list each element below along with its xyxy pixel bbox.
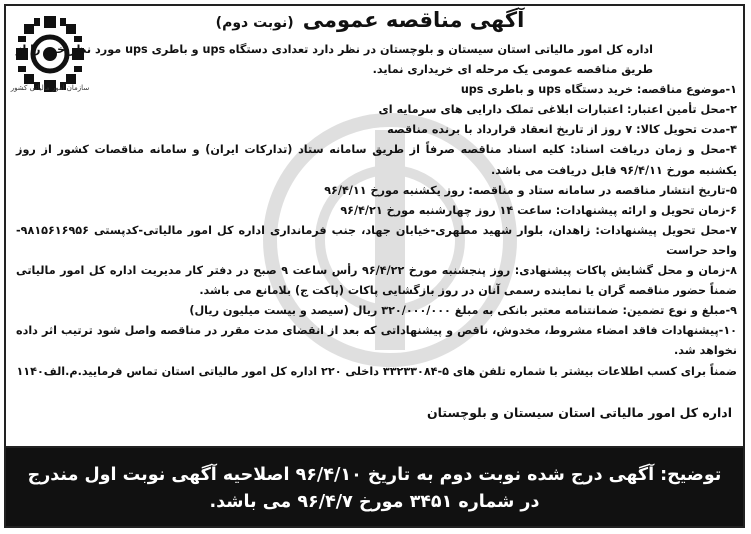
- item-publication-date: ۵-تاریخ انتشار مناقصه در سامانه ستاد و مناقصه: روز یکشنبه مورخ ۹۶/۴/۱۱: [324, 183, 737, 197]
- title-main: آگهی مناقصه عمومی: [302, 8, 525, 32]
- item-delivery-period: ۳-مدت تحویل کالا: ۷ روز از تاریخ انعقاد قرارداد با برنده مناقصه: [387, 123, 737, 137]
- intro-paragraph: اداره کل امور مالیاتی استان سیستان و بلوچستان در نظر دارد تعدادی دستگاه ups و باطری ups مورد نظر خود را از طریق مناقصه عمومی یک مرحله ای خریداری نماید.: [16, 43, 653, 77]
- item-contact: ضمناً برای کسب اطلاعات بیشتر با شماره تلفن های ۵-۳۳۲۳۳۰۸۴ داخلی ۲۲۰ اداره کل امور مالیاتی استان تماس فرمایید.م.الف۱۱۴۰: [16, 364, 737, 378]
- item-documents: ۴-محل و زمان دریافت اسناد: کلیه اسناد مناقصه صرفاً از طریق سامانه ستاد (تدارکات ایران) و سامانه مناقصات کشور از روز یکشنبه مورخ ۹۶/۴/۱۱ قابل دریافت می باشد.: [16, 143, 737, 177]
- logo-caption: سازمان امور مالیاتی کشور: [10, 84, 90, 92]
- item-funding: ۲-محل تأمین اعتبار: اعتبارات ابلاغی تملک دارایی های سرمایه ای: [378, 103, 737, 117]
- correction-note: توضیح: آگهی درج شده نوبت دوم به تاریخ ۹۶/۴/۱۰ اصلاحیه آگهی نوبت اول مندرج در شماره ۳۴۵۱ مورخ ۹۶/۴/۷ می باشد.: [27, 465, 722, 512]
- issuer-signature: اداره کل امور مالیاتی استان سیستان و بلوچستان: [427, 405, 732, 420]
- item-invalid-bids: ۱۰-پیشنهادات فاقد امضاء مشروط، مخدوش، ناقص و پیشنهاداتی که بعد از انقضای مدت مقرر در مناقصه واصل شود ترتیب اثر داده نخواهد شد.: [16, 324, 737, 358]
- ad-title: [120, 8, 620, 32]
- ad-body: [16, 40, 737, 382]
- title-round: (نوبت دوم): [215, 15, 294, 31]
- item-submission-place: ۷-محل تحویل پیشنهادات: زاهدان، بلوار شهید مطهری-خیابان جهاد، جنب فرمانداری اداره کل امور مالیاتی-کدپستی ۹۸۱۵۶۱۶۹۵۶-واحد حراست: [16, 223, 737, 257]
- item-guarantee: ۹-مبلغ و نوع تضمین: ضمانتنامه معتبر بانکی به مبلغ ۳۲۰/۰۰۰/۰۰۰ ریال (سیصد و بیست میلیون ریال): [189, 304, 737, 318]
- item-submission-deadline: ۶-زمان تحویل و ارائه پیشنهادات: ساعت ۱۴ روز چهارشنبه مورخ ۹۶/۴/۲۱: [340, 203, 737, 217]
- correction-note-box: [4, 446, 745, 528]
- item-subject: ۱-موضوع مناقصه: خرید دستگاه ups و باطری ups: [460, 83, 737, 97]
- item-opening: ۸-زمان و محل گشایش پاکات پیشنهادی: روز پنجشنبه مورخ ۹۶/۴/۲۲ رأس ساعت ۹ صبح در دفتر کار مدیریت اداره کل امور مالیاتی ضمناً حضور مناقصه گران یا نماینده رسمی آنان در روز بازگشایی پاکات (پاکت ج) بلامانع می باشد.: [16, 264, 737, 298]
